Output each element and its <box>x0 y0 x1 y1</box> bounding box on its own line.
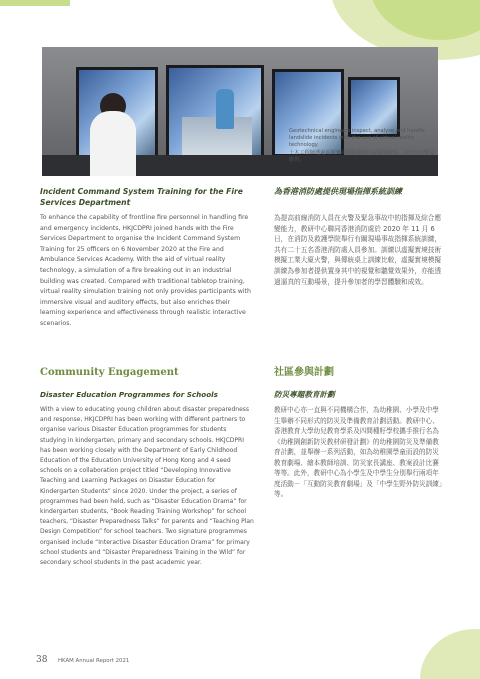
disaster-education-heading-en: Disaster Education Programmes for Schools <box>40 390 218 399</box>
community-section-title-en: Community Engagement <box>40 367 179 378</box>
page-number: 38 <box>36 655 48 665</box>
photo-caption-zh: 土木工程師透過虛擬實境技術勘察山泥傾瀉情況，並作出分析及應對。 <box>289 150 435 164</box>
trainee-figure <box>90 111 136 176</box>
fire-training-heading-en: Incident Command System Training for the Fire Services Department <box>40 187 243 207</box>
fire-training-heading-zh: 為香港消防處提供現場指揮系統訓練 <box>274 187 402 196</box>
decorative-corner-band <box>0 0 70 6</box>
photo-caption-en: Geotechnical engineers inspect, analyse and handle landslide incidents with the use of virtual reality technology. <box>289 128 425 149</box>
community-section-title-zh: 社區參與計劃 <box>274 367 334 378</box>
disaster-education-heading-zh: 防災專題教育計劃 <box>274 390 335 399</box>
photo-caption <box>289 128 439 165</box>
fire-training-body-en: To enhance the capability of frontline fire personnel in handling fire and emergency incidents, HKJCDPRI joined hands with the Fire Services Department to organise the Incident Command System Training for 25 officers on 6 November 2020 at the Fire and Ambulance Services Academy. With the aid of virtual reality technology, a simulation of a fire breaking out in an industrial building was created. Compared with traditional tabletop training, virtual reality simulation training not only provides participants with immersive visual and auditory effects, but also enriches their learning experience and effectiveness through realistic interactive scenarios. <box>40 214 251 327</box>
fire-training-body-zh: 為提高前線消防人員在火警及緊急事故中的指揮及綜合應變能力，教研中心聯同香港消防處於 2020 年 11 月 6 日，在消防及救護學院舉行有關現場事故指揮系統訓練，共有二十五名香港消防處人員參加。訓練以虛擬實境技術模擬工業大廈火警，與傳統桌上訓練比較，虛擬實境模擬訓練為參加者提供置身其中的視覺和聽覺效果外，亦能透過逼真的互動場景，提升參加者的學習體驗和成效。 <box>274 214 442 286</box>
report-title: HKAM Annual Report 2021 <box>58 658 130 664</box>
disaster-education-body-en: With a view to educating young children about disaster preparedness and response, HKJCDPRI has been working with different partners to organise various Disaster Education programmes for students studying in kindergarten, primary and secondary schools. HKJCDPRI has been working closely with the Department of Early Childhood Education of the Education University of Hong Kong and 4 seed schools on a collaboration project titled “Developing Innovative Teaching and Learning Packages on Disaster Education for Kindergarten Students” since 2020. Under the project, a series of programmes had been held, such as “Disaster Education Drama” for kindergarten students, “Book Reading Training Workshop” for school teachers, “Disaster Preparedness Talks” for parents and “Teaching Plan Design Competition” for school teachers. Two signature programmes organised include “Interactive Disaster Education Drama” for primary school students and “Disaster Preparedness Training in the Wild” for secondary school students in the past academic year. <box>40 406 254 567</box>
decorative-corner-shape-bottom <box>410 619 480 679</box>
disaster-education-body-zh: 教研中心亦一直與不同機構合作，為幼稚園、小學及中學生舉辦不同形式的防災及準備教育計劃活動。教研中心、香港教育大學幼兒教育學系及四間種籽學校攜手推行名為《幼稚園創新防災教材研發計劃》的幼稚園防災及準備教育計劃，並舉辦一系列活動，如為幼稚園學童而設的防災教育劇場、繪本教師培訓、防災家長講座、教案設計比賽等等。此外，教研中心為小學生及中學生分別舉行兩項年度活動－「互動防災教育劇場」及「中學生野外防災訓練」等。 <box>274 406 443 498</box>
